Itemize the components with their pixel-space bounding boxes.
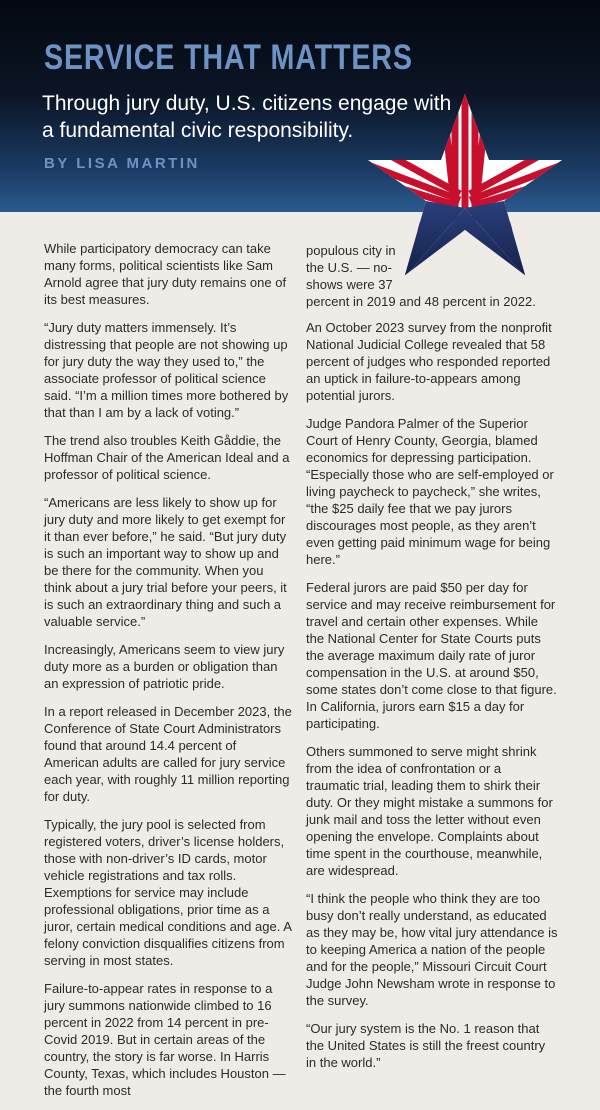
wrap-line: shows were 37 <box>306 277 393 292</box>
paragraph: “Jury duty matters immensely. It’s distressing that people are not showing up for jury duty the way they used to,” the associate professor of political science said. “I’m a million times more bothered by that than I am by a lack of voting.” <box>44 320 289 420</box>
paragraph: “Americans are less likely to show up for jury duty and more likely to get exempt for it than ever before,” he said. “But jury duty is such an important way to show up and be there for the community. When you think about a jury trial before your peers, it is such an extraordinary thing and such a valuable service.” <box>44 495 287 629</box>
column-left <box>44 212 292 1110</box>
paragraph: Federal jurors are paid $50 per day for service and may receive reimbursement for travel and certain other expenses. While the National Center for State Courts puts the average maximum daily rate of juror compensation in the U.S. at around $50, some states don’t come close to that figure. In California, jurors earn $15 a day for participating. <box>306 580 557 731</box>
column-right <box>306 212 558 1082</box>
paragraph: The trend also troubles Keith Gåddie, the Hoffman Chair of the American Ideal and a professor of political science. <box>44 433 290 482</box>
wrap-line: populous city in <box>306 243 396 258</box>
article-subtitle: Through jury duty, U.S. citizens engage with a fundamental civic responsibility. <box>42 92 452 142</box>
article-byline: BY LISA MARTIN <box>44 155 200 172</box>
paragraph: Increasingly, Americans seem to view jury duty more as a burden or obligation than an expression of patriotic pride. <box>44 642 285 691</box>
paragraph: Failure-to-appear rates in response to a jury summons nationwide climbed to 16 percent in 2022 from 14 percent in pre-Covid 2019. But in certain areas of the country, the story is far worse. In Harris County, Texas, which includes Houston — the fourth most <box>44 981 286 1098</box>
paragraph: While participatory democracy can take many forms, political scientists like Sam Arnold agree that jury duty remains one of its best measures. <box>44 241 287 307</box>
article-body <box>0 212 600 1098</box>
paragraph: Others summoned to serve might shrink from the idea of confrontation or a traumatic trial, leading them to shirk their duty. Or they might mistake a summons for junk mail and toss the letter without even opening the envelope. Complaints about time spent in the courthouse, meanwhile, are widespread. <box>306 744 553 878</box>
paragraph: In a report released in December 2023, the Conference of State Court Administrators found that around 14.4 percent of American adults are called for jury service each year, with roughly 11 million reporting for duty. <box>44 704 292 804</box>
paragraph: Judge Pandora Palmer of the Superior Court of Henry County, Georgia, blamed economics for depressing participation. “Especially those who are self-employed or living paycheck to paycheck,” she writes, “the $25 daily fee that we pay jurors discourages most people, as they aren’t even getting paid minimum wage for being here.” <box>306 416 554 567</box>
wrap-line: the U.S. — no- <box>306 260 392 275</box>
paragraph: “Our jury system is the No. 1 reason that the United States is still the freest country in the world.” <box>306 1021 546 1070</box>
paragraph: “I think the people who think they are too busy don’t really understand, as educated as they may be, how vital jury attendance is to keeping America a nation of the people and for the people,” Missouri Circuit Court Judge John Newsham wrote in response to the survey. <box>306 891 558 1008</box>
paragraph: Typically, the jury pool is selected from registered voters, driver’s license holders, those with non-driver’s ID cards, motor vehicle registrations and tax rolls. Exemptions for service may include professional obligations, prior time as a juror, certain medical conditions and age. A felony conviction disqualifies citizens from serving in most states. <box>44 817 292 968</box>
star-icon <box>360 88 570 283</box>
wrap-line: percent in 2019 and 48 percent in 2022. <box>306 294 536 309</box>
article-title: SERVICE THAT MATTERS <box>44 38 413 77</box>
paragraph: An October 2023 survey from the nonprofit National Judicial College revealed that 58 percent of judges who responded reported an uptick in failure-to-appears among potential jurors. <box>306 320 552 403</box>
